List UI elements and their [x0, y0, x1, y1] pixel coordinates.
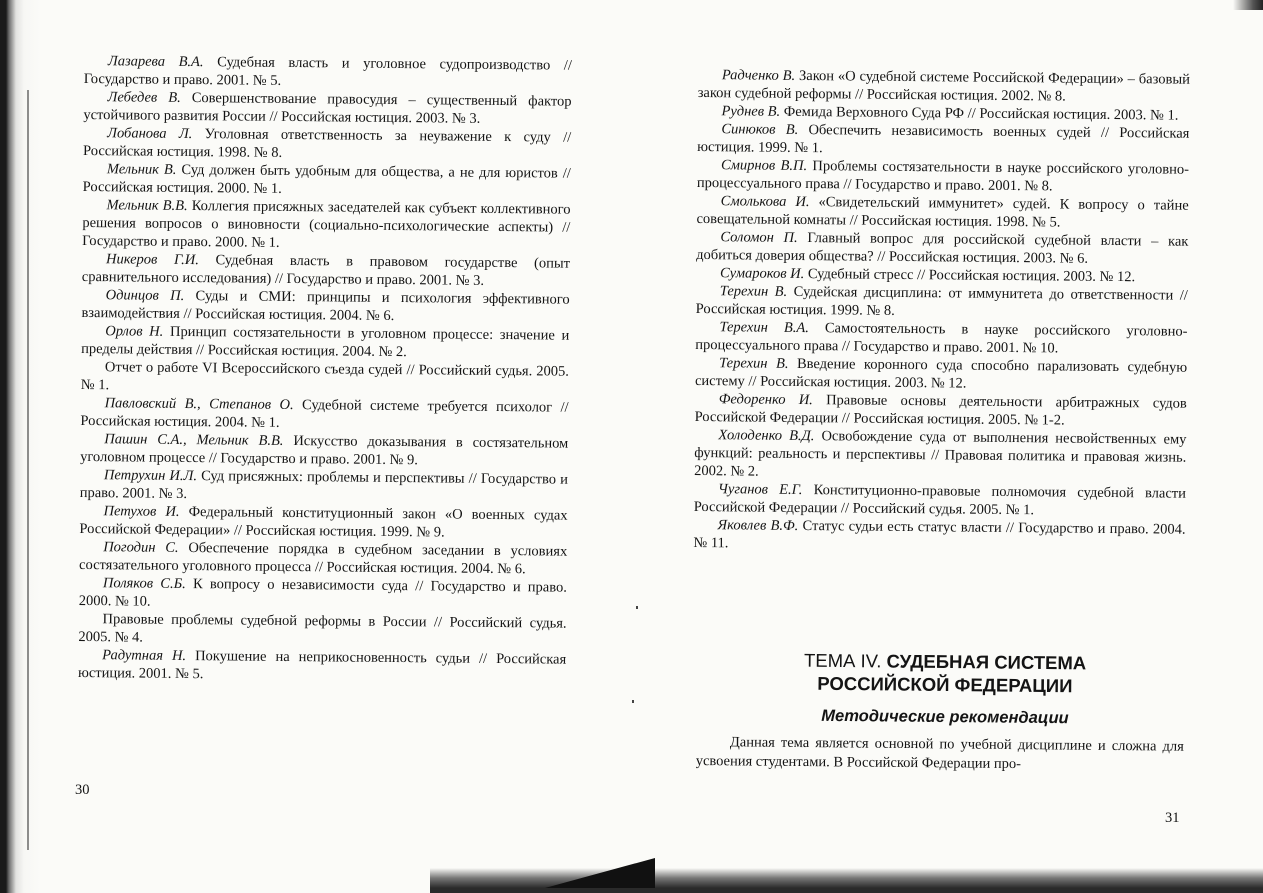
entry-author: Лазарева В.А.: [107, 53, 204, 71]
entry-author: Одинцов П.: [105, 287, 185, 304]
entry-author: Терехин В.: [719, 283, 788, 300]
entry-text: Главный вопрос для российской судебной власти – как добиться доверия общества? // Российская юстиция. 2003. № 6.: [696, 230, 1189, 267]
bibliography-entry: [694, 480, 1186, 521]
entry-text: Судейская дисциплина: от иммунитета до ответственности // Российская юстиция. 1999. № 8.: [695, 283, 1188, 319]
entry-text: Отчет о работе VI Всероссийского съезда судей // Российский судья. 2005. № 1.: [80, 359, 570, 394]
entry-author: Мельник В.: [106, 161, 177, 178]
bibliography-entry: [696, 282, 1188, 323]
bibliography-entry: [82, 196, 570, 255]
bibliography-entry: [83, 124, 571, 165]
entry-author: Пашин С.А., Мельник В.В.: [104, 431, 284, 449]
scan-corner-shadow: [1233, 0, 1263, 10]
bibliography-entry: [698, 66, 1190, 107]
entry-text: Коллегия присяжных заседателей как субъект коллективного решения вопросов о виновности (социально-психологические аспекты) // Государство и право. 2000. № 1.: [82, 198, 571, 251]
topic-heading: [760, 648, 1130, 698]
bibliography-entry: [81, 358, 569, 399]
bibliography-entry: [80, 430, 568, 471]
page-number-right: 31: [1165, 810, 1180, 826]
entry-author: Смолькова И.: [720, 193, 810, 211]
entry-text: К вопросу о независимости суда // Государство и право. 2000. № 10.: [78, 576, 567, 610]
entry-text: Судебный стресс // Российская юстиция. 2003. № 12.: [807, 266, 1136, 286]
entry-author: Павловский В., Степанов О.: [104, 395, 294, 414]
bibliography-entry: [81, 322, 569, 363]
entry-text: Принцип состязательности в уголовном процессе: значение и пределы действия // Российская юстиция. 2004. № 2.: [81, 323, 570, 361]
bibliography-entry: [696, 192, 1188, 233]
entry-text: Конституционно-правовые полномочия судебной власти Российской Федерации // Российский судья. 2005. № 1.: [693, 482, 1186, 519]
entry-author: Радченко В.: [721, 67, 796, 84]
entry-author: Терехин В.: [719, 355, 789, 372]
entry-author: Сумароков И.: [719, 265, 805, 283]
left-page-bibliography: [78, 52, 572, 687]
bibliography-entry: [696, 228, 1188, 269]
bibliography-entry: [84, 52, 572, 93]
entry-text: Обеспечение порядка в судебном заседании в условиях состязательного уголовного процесса // Российская юстиция. 2004. № 6.: [78, 540, 568, 578]
entry-text: Судебная власть в правовом государстве (опыт сравнительного исследования) // Государство и право. 2001. № 3.: [81, 252, 571, 289]
bibliography-entry: [80, 394, 568, 435]
entry-author: Погодин С.: [103, 539, 179, 556]
entry-author: Лобанова Л.: [107, 125, 193, 143]
section-subheading: Методические рекомендации: [821, 706, 1069, 728]
bibliography-entry: [695, 390, 1187, 431]
bibliography-entry: [82, 250, 570, 291]
entry-author: Орлов Н.: [105, 323, 164, 340]
entry-text: Проблемы состязательности в науке российского уголовно-процессуального права // Государство и право. 2001. № 8.: [696, 158, 1190, 195]
entry-text: Искусство доказывания в состязательном уголовном процессе // Государство и право. 2001. № 9.: [80, 433, 569, 469]
scan-bottom-shadow: [430, 868, 1263, 893]
entry-text: Самостоятельность в науке российского уголовно-процессуального права // Государство и право. 2001. № 10.: [695, 320, 1188, 357]
entry-text: Правовые проблемы судебной реформы в России // Российский судья. 2005. № 4.: [78, 611, 567, 646]
bibliography-entry: [78, 610, 566, 651]
scan-speck: [632, 700, 634, 703]
bibliography-entry: [697, 120, 1189, 161]
entry-text: Фемида Верховного Суда РФ // Российская юстиция. 2003. № 1.: [783, 103, 1179, 124]
entry-text: Судебная власть и уголовное судопроизводство // Государство и право. 2001. № 5.: [83, 54, 572, 89]
entry-author: Радутная Н.: [102, 647, 187, 665]
page-number-left: 30: [75, 782, 90, 798]
entry-text: Покушение на неприкосновенность судьи // Российская юстиция. 2001. № 5.: [77, 648, 567, 683]
entry-text: «Свидетельский иммунитет» судей. К вопросу о тайне совещательной комнаты // Российская юстиция. 1998. № 5.: [696, 194, 1189, 231]
entry-text: Введение коронного суда способно парализовать судебную систему // Российская юстиция. 2003. № 12.: [694, 355, 1188, 392]
bibliography-entry: [79, 574, 567, 615]
entry-author: Лебедев В.: [107, 89, 181, 106]
bibliography-entry: [81, 286, 569, 327]
topic-title-line2: РОССИЙСКОЙ ФЕДЕРАЦИИ: [817, 672, 1073, 697]
bibliography-entry: [83, 88, 571, 129]
bibliography-entry: [697, 156, 1189, 197]
bibliography-entry: [695, 354, 1187, 395]
entry-author: Петрухин И.Л.: [103, 467, 198, 485]
entry-author: Терехин В.А.: [719, 319, 809, 337]
entry-text: Судебной системе требуется психолог // Российская юстиция. 2004. № 1.: [80, 397, 569, 431]
entry-text: Суды и СМИ: принципы и психология эффективного взаимодействия // Российская юстиция. 2004. № 6.: [81, 288, 570, 324]
entry-text: Федеральный конституционный закон «О военных судах Российской Федерации» // Российская юстиция. 1999. № 9.: [79, 504, 568, 541]
entry-author: Мельник В.В.: [106, 197, 188, 215]
bibliography-entry: [80, 466, 568, 507]
bibliography-entry: [79, 538, 567, 579]
entry-author: Руднев В.: [721, 103, 781, 120]
bibliography-entry: [83, 160, 571, 201]
entry-author: Чуганов Е.Г.: [717, 481, 803, 499]
bibliography-entry: [78, 646, 566, 687]
entry-text: Освобождение суда от выполнения несвойственных ему функций: реальность и перспективы // Правовая политика и правовая жизнь. 2002. № 2.: [694, 428, 1187, 480]
entry-author: Никеров Г.И.: [105, 251, 199, 269]
entry-author: Яковлев В.Ф.: [717, 517, 799, 534]
entry-text: Уголовная ответственность за неуважение к суду // Российская юстиция. 1998. № 8.: [82, 126, 572, 161]
bibliography-entry: [79, 502, 567, 543]
bibliography-entry: [694, 426, 1186, 485]
bibliography-entry: [695, 318, 1187, 359]
entry-text: Совершенствование правосудия – существенный фактор устойчивого развития России // Российская юстиция. 2003. № 3.: [83, 90, 572, 127]
entry-text: Закон «О судебной системе Российской Федерации» – базовый закон судебной реформы // Российская юстиция. 2002. № 8.: [697, 67, 1190, 105]
entry-text: Обеспечить независимость военных судей // Российская юстиция. 1999. № 1.: [697, 122, 1190, 157]
entry-text: Правовые основы деятельности арбитражных судов Российской Федерации // Российская юстиция. 2005. № 1-2.: [694, 392, 1187, 429]
bibliography-entry: [693, 516, 1185, 557]
topic-label: ТЕМА IV.: [803, 649, 882, 672]
entry-author: Соломон П.: [720, 229, 798, 246]
entry-author: Холоденко В.Д.: [718, 427, 815, 445]
entry-text: Суд должен быть удобным для общества, а не для юристов // Российская юстиция. 2000. № 1.: [82, 161, 571, 197]
entry-author: Синюков В.: [721, 121, 799, 138]
entry-text: Статус судьи есть статус власти // Государство и право. 2004. № 11.: [693, 518, 1186, 552]
entry-author: Федоренко И.: [718, 391, 813, 409]
book-binding-shadow: [0, 0, 40, 893]
body-paragraph: Данная тема является основной по учебной дисциплине и сложна для усвоения студентами. В Российской Федерации про-: [695, 734, 1184, 773]
entry-author: Петухов И.: [103, 503, 180, 520]
scan-speck: [636, 606, 638, 609]
entry-author: Смирнов В.П.: [720, 157, 808, 175]
topic-title-line1: СУДЕБНАЯ СИСТЕМА: [886, 650, 1087, 674]
entry-author: Поляков С.Б.: [102, 575, 186, 593]
right-page-bibliography: [693, 66, 1190, 557]
entry-text: Суд присяжных: проблемы и перспективы // Государство и право. 2001. № 3.: [79, 468, 569, 503]
